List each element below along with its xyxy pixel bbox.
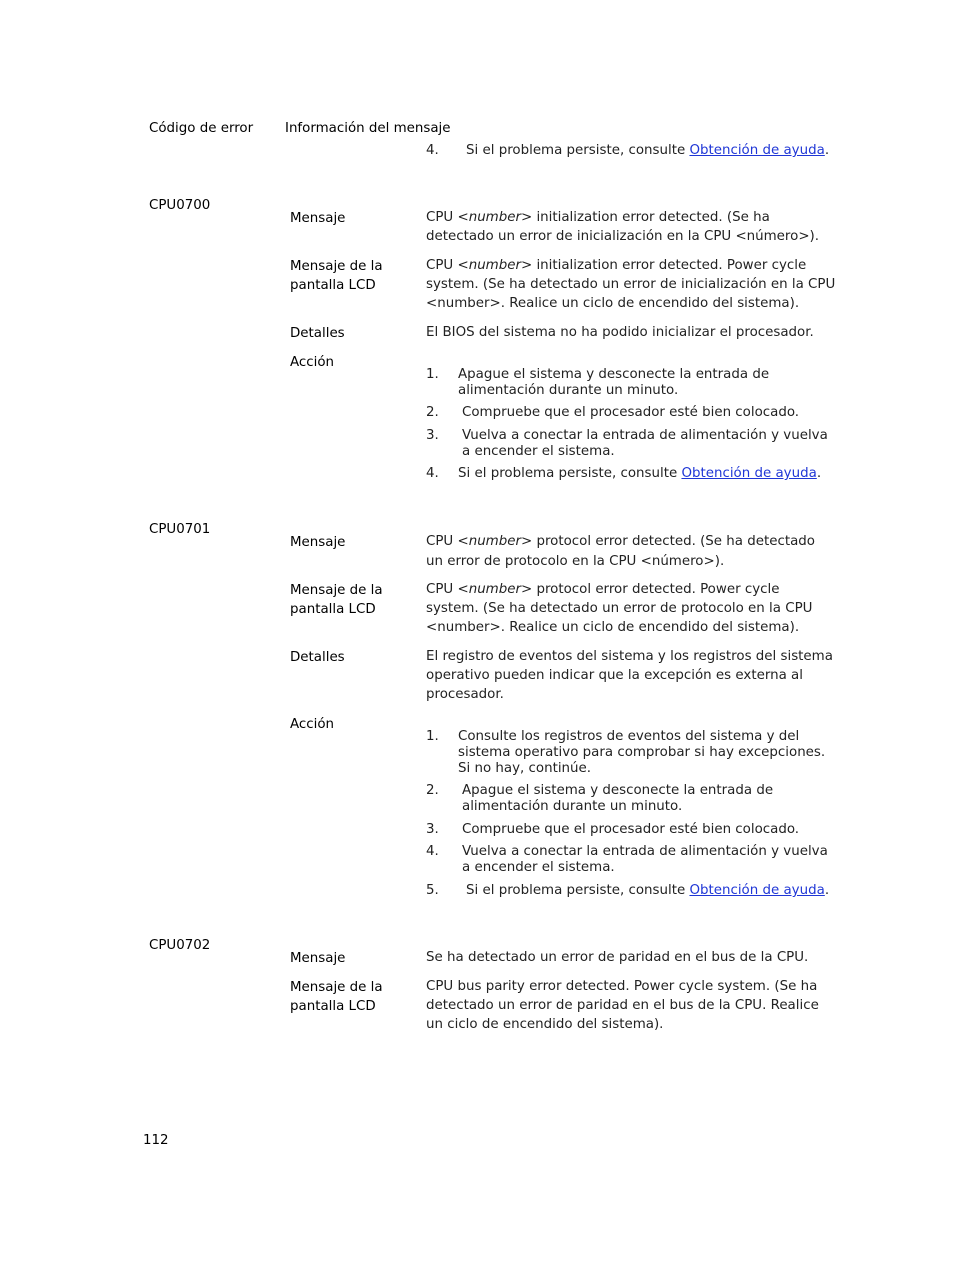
cpu0700-details: El BIOS del sistema no ha podido inicializar el procesador.: [426, 325, 814, 340]
list-item-text: Apague el sistema y desconecte la entrada de alimentación durante un minuto.: [458, 367, 770, 398]
label-lcd-message: Mensaje de la pantalla LCD: [290, 583, 383, 617]
error-code-cpu0702: CPU0702: [149, 938, 211, 953]
cpu0701-details: El registro de eventos del sistema y los registros del sistema operativo pueden indicar que la excepción es externa al procesador.: [426, 649, 833, 702]
list-item-text: Si el problema persiste, consulte Obtención de ayuda.: [466, 143, 830, 158]
help-link[interactable]: Obtención de ayuda: [689, 883, 825, 898]
label-details: Detalles: [290, 326, 345, 341]
list-item-text: Compruebe que el procesador esté bien colocado.: [462, 405, 800, 420]
column-header-message-info: Información del mensaje: [285, 121, 451, 136]
list-item-number: 4.: [426, 466, 439, 481]
list-item-number: 4.: [426, 844, 439, 859]
cpu0700-message: CPU <number> initialization error detected. (Se ha detectado un error de inicialización en la CPU <número>).: [426, 210, 820, 244]
cpu0701-message: CPU <number> protocol error detected. (Se ha detectado un error de protocolo en la CPU <número>).: [426, 534, 815, 569]
list-item-text: Si el problema persiste, consulte Obtención de ayuda.: [458, 466, 822, 481]
cpu0702-message: Se ha detectado un error de paridad en el bus de la CPU.: [426, 950, 809, 965]
list-item-number: 2.: [426, 783, 439, 798]
cpu0702-lcd-message: CPU bus parity error detected. Power cycle system. (Se ha detectado un error de paridad en el bus de la CPU. Realice un ciclo de encendido del sistema).: [426, 979, 819, 1032]
error-code-cpu0701: CPU0701: [149, 522, 211, 537]
label-details: Detalles: [290, 650, 345, 665]
list-item-text: Vuelva a conectar la entrada de alimentación y vuelva a encender el sistema.: [462, 428, 828, 459]
list-item-number: 3.: [426, 822, 439, 837]
list-item-number: 2.: [426, 405, 439, 420]
list-item-text: Apague el sistema y desconecte la entrada de alimentación durante un minuto.: [462, 783, 774, 814]
list-item-number: 5.: [426, 883, 439, 898]
list-item-number: 1.: [426, 729, 439, 744]
label-lcd-message: Mensaje de la pantalla LCD: [290, 980, 383, 1014]
label-action: Acción: [290, 717, 335, 732]
cpu0701-lcd-message: CPU <number> protocol error detected. Power cycle system. (Se ha detectado un error de protocolo en la CPU <number>. Realice un ciclo de encendido del sistema).: [426, 582, 813, 635]
label-message: Mensaje: [290, 535, 346, 550]
label-message: Mensaje: [290, 951, 346, 966]
list-item-text: Si el problema persiste, consulte Obtención de ayuda.: [466, 883, 830, 898]
list-item-text: Vuelva a conectar la entrada de alimentación y vuelva a encender el sistema.: [462, 844, 828, 875]
label-message: Mensaje: [290, 211, 346, 226]
cpu0700-lcd-message: CPU <number> initialization error detected. Power cycle system. (Se ha detectado un error de inicialización en la CPU <number>. Realice un ciclo de encendido del sistema).: [426, 258, 836, 311]
page-number: 112: [143, 1133, 169, 1148]
label-action: Acción: [290, 355, 335, 370]
error-code-cpu0700: CPU0700: [149, 198, 211, 213]
label-lcd-message: Mensaje de la pantalla LCD: [290, 259, 383, 293]
list-item-text: Compruebe que el procesador esté bien colocado.: [462, 822, 800, 837]
column-header-error-code: Código de error: [149, 121, 254, 136]
list-item-text: Consulte los registros de eventos del sistema y del sistema operativo para comprobar si hay excepciones. Si no hay, continúe.: [458, 729, 826, 776]
list-item-number: 1.: [426, 367, 439, 382]
help-link[interactable]: Obtención de ayuda: [689, 143, 825, 158]
list-item-number: 3.: [426, 428, 439, 443]
list-item-number: 4.: [426, 143, 439, 158]
help-link[interactable]: Obtención de ayuda: [681, 466, 817, 481]
